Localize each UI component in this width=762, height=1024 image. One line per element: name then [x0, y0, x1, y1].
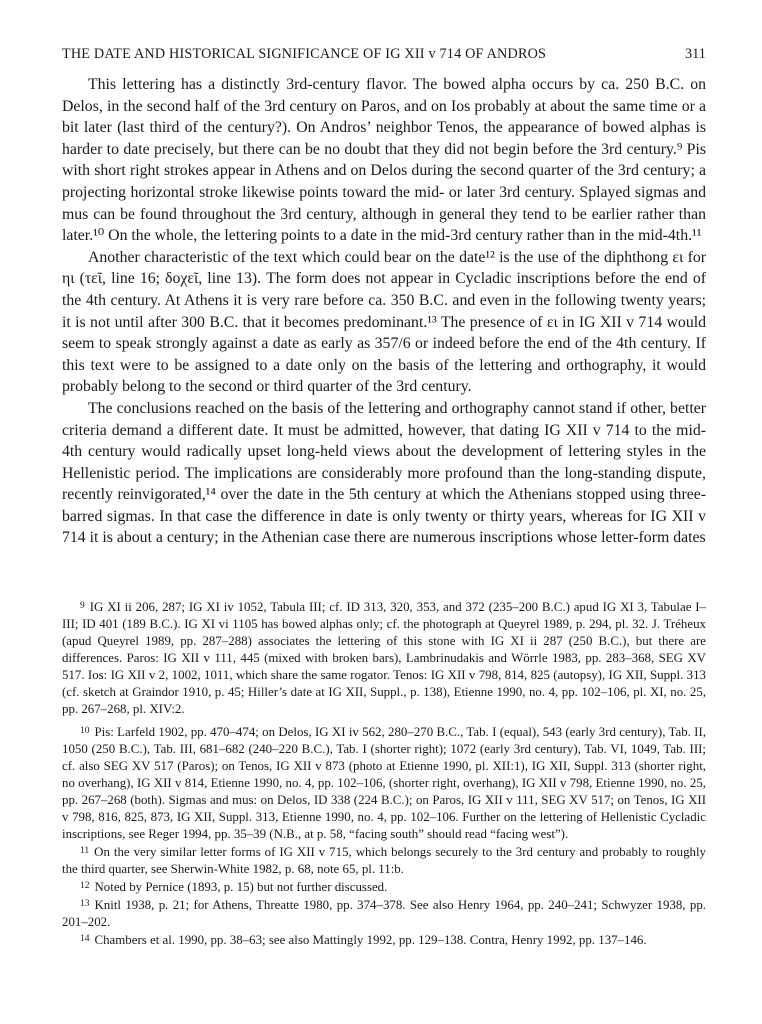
footnote-text: Noted by Pernice (1893, p. 15) but not further discussed.: [94, 880, 388, 894]
footnotes: [62, 598, 706, 949]
footnote-9: [62, 598, 706, 718]
footnote-number: 10: [80, 726, 90, 736]
footnote-number: 13: [80, 899, 90, 909]
page: [62, 46, 706, 549]
body-paragraph-1: This lettering has a distinctly 3rd-century flavor. The bowed alpha occurs by ca. 250 B.C. on Delos, in the second half of the 3rd century on Paros, and on Ios probably at about the same time or a bit later (last third of the century?). On Andros’ neighbor Tenos, the appearance of bowed alphas is harder to date precisely, but there can be no doubt that they did not begin before the 3rd century.⁹ Pis with short right strokes appear in Athens and on Delos during the second quarter of the 3rd century; a projecting horizontal stroke likewise points toward the mid- or later 3rd century. Splayed sigmas and mus can be found throughout the 3rd century, although in general they tend to be earlier rather than later.¹⁰ On the whole, the lettering points to a date in the mid-3rd century rather than in the mid-4th.¹¹: [62, 76, 706, 245]
running-title: THE DATE AND HISTORICAL SIGNIFICANCE OF IG XII v 714 OF ANDROS: [62, 46, 547, 62]
footnote-13: [62, 896, 706, 931]
footnote-12: [62, 878, 706, 896]
footnote-text: On the very similar letter forms of IG XII v 715, which belongs securely to the 3rd century and probably to roughly the third quarter, see Sherwin-White 1982, p. 68, note 65, pl. 11:b.: [62, 845, 706, 876]
footnote-11: [62, 843, 706, 878]
page-number: 311: [684, 46, 706, 62]
footnote-number: 11: [80, 846, 90, 856]
body-paragraph-2: Another characteristic of the text which could bear on the date¹² is the use of the diphthong ει for ηι (τεῖ, line 16; δοχεῖ, line 13). The form does not appear in Cycladic inscriptions before the end of the 4th century. At Athens it is very rare before ca. 350 B.C. and even in the following twenty years; it is not until after 300 B.C. that it becomes predominant.¹³ The presence of ει in IG XII v 714 would seem to speak strongly against a date as early as 357/6 or indeed before the end of the 4th century. If this text were to be assigned to a date only on the basis of the lettering and orthography, it would probably belong to the second or third quarter of the 3rd century.: [62, 248, 706, 396]
running-head: [62, 46, 706, 72]
footnote-text: Chambers et al. 1990, pp. 38–63; see also Mattingly 1992, pp. 129–138. Contra, Henry 1992, pp. 137–146.: [94, 933, 647, 947]
footnote-text: IG XI ii 206, 287; IG XI iv 1052, Tabula III; cf. ID 313, 320, 353, and 372 (235–200 B.C.) apud IG XI 3, Tabulae I–III; ID 401 (189 B.C.). IG XI vi 1105 has bowed alphas only; cf. the photograph at Queyrel 1989, p. 294, pl. 32. J. Tréheux (apud Queyrel 1989, pp. 287–288) associates the lettering of this stone with IG XI ii 287 (250 B.C.), but there are differences. Paros: IG XII v 111, 445 (mixed with broken bars), Lambrinudakis and Wörrle 1983, pp. 283–368, SEG XV 517. Ios: IG XII v 2, 1002, 1011, which share the same rogator. Tenos: IG XII v 798, 814, 825 (autopsy), IG XII, Suppl. 313 (cf. sketch at Graindor 1910, p. 45; Hiller’s date at IG XII, Suppl., p. 138), Etienne 1990, no. 4, pp. 102–106, pl. XI, no. 25, pp. 267–268, pl. XIV:2.: [62, 600, 706, 716]
footnote-number: 9: [80, 601, 85, 611]
footnote-10: [62, 723, 706, 843]
footnote-14: [62, 931, 706, 949]
footnote-number: 14: [80, 934, 90, 944]
footnote-text: Pis: Larfeld 1902, pp. 470–474; on Delos, IG XI iv 562, 280–270 B.C., Tab. I (equal), 543 (early 3rd century), Tab. II, 1050 (250 B.C.), Tab. III, 681–682 (240–220 B.C.), Tab. I (shorter right); 1072 (early 3rd century), Tab. VI, 1049, Tab. III; cf. also SEG XV 517 (Paros); on Tenos, IG XII v 873 (photo at Etienne 1990, pl. XII:1), IG XII, Suppl. 313 (shorter right, no overhang), IG XII v 814, Etienne 1990, no. 4, pp. 102–106, (shorter right, overhang), IG XII v 798, Etienne 1990, no. 25, pp. 267–268 (both). Sigmas and mus: on Delos, ID 338 (224 B.C.); on Paros, IG XII v 111, SEG XV 517; on Tenos, IG XII v 798, 816, 825, 873, IG XII, Suppl. 313, Etienne 1990, no. 4, pp. 102–106. Further on the lettering of Hellenistic Cycladic inscriptions, see Reger 1994, pp. 35–39 (N.B., at p. 58, “facing south” should read “facing west”).: [62, 725, 706, 841]
body-text: [62, 74, 706, 549]
footnote-text: Knitl 1938, p. 21; for Athens, Threatte 1980, pp. 374–378. See also Henry 1964, pp. 240–241; Schwyzer 1938, pp. 201–202.: [62, 898, 706, 929]
body-paragraph-3: The conclusions reached on the basis of the lettering and orthography cannot stand if other, better criteria demand a different date. It must be admitted, however, that dating IG XII v 714 to the mid-4th century would radically upset long-held views about the development of lettering styles in the Hellenistic period. The implications are considerably more profound than the long-standing dispute, recently reinvigorated,¹⁴ over the date in the 5th century at which the Athenians stopped using three-barred sigmas. In that case the difference in date is only twenty or thirty years, whereas for IG XII v 714 it is about a century; in the Athenian case there are numerous inscriptions whose letter-form dates: [62, 399, 706, 547]
footnote-number: 12: [80, 881, 90, 891]
